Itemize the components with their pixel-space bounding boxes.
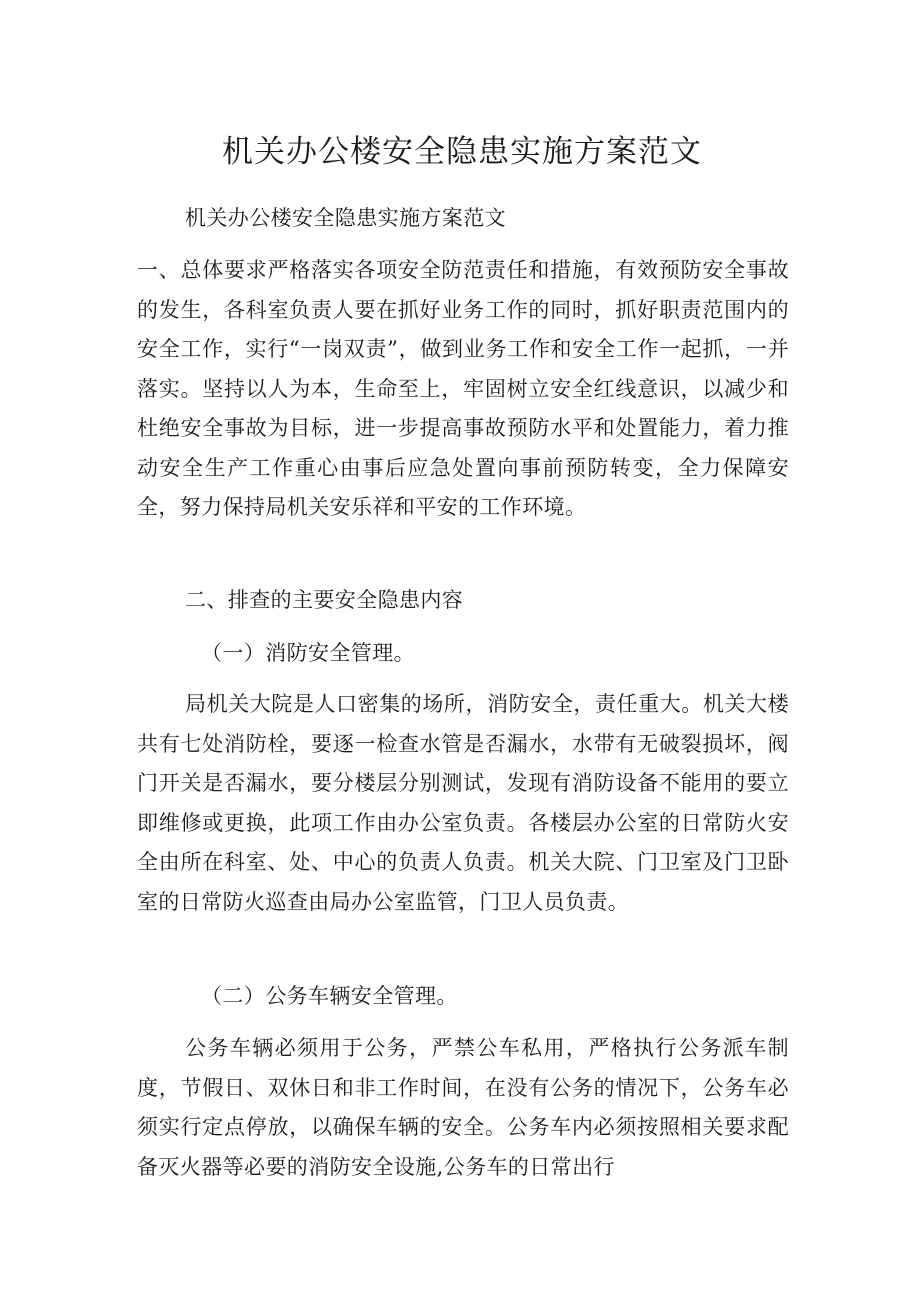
paragraph-fire-safety: 局机关大院是人口密集的场所，消防安全，责任重大。机关大楼共有七处消防栓，要逐一检查水管是否漏水，水带有无破裂损坏，阀门开关是否漏水，要分楼层分别测试，发现有消防设备不能用的要立即维修或更换，此项工作由办公室负责。各楼层办公室的日常防火安全由所在科室、处、中心的负责人负责。机关大院、门卫室及门卫卧室的日常防火巡查由局办公室监管，门卫人员负责。	[137, 692, 789, 914]
subsection-heading-vehicle-safety: （二）公务车辆安全管理。	[201, 984, 458, 1008]
document-title: 机关办公楼安全隐患实施方案范文	[222, 134, 702, 170]
subsection-heading-fire-safety: （一）消防安全管理。	[201, 641, 415, 665]
document-subtitle: 机关办公楼安全隐患实施方案范文	[185, 206, 506, 230]
paragraph-general-requirements: 一、总体要求严格落实各项安全防范责任和措施，有效预防安全事故的发生，各科室负责人要在抓好业务工作的同时，抓好职责范围内的安全工作，实行“一岗双责”，做到业务工作和安全工作一起抓，一并落实。坚持以人为本，生命至上，牢固树立安全红线意识，以减少和杜绝安全事故为目标，进一步提高事故预防水平和处置能力，着力推动安全生产工作重心由事后应急处置向事前预防转变，全力保障安全，努力保持局机关安乐祥和平安的工作环境。	[137, 258, 789, 519]
section-heading-hazards: 二、排查的主要安全隐患内容	[185, 588, 464, 612]
paragraph-vehicle-safety: 公务车辆必须用于公务，严禁公车私用，严格执行公务派车制度，节假日、双休日和非工作时间，在没有公务的情况下，公务车必须实行定点停放，以确保车辆的安全。公务车内必须按照相关要求配备灭火器等必要的消防安全设施,公务车的日常出行	[137, 1036, 789, 1179]
